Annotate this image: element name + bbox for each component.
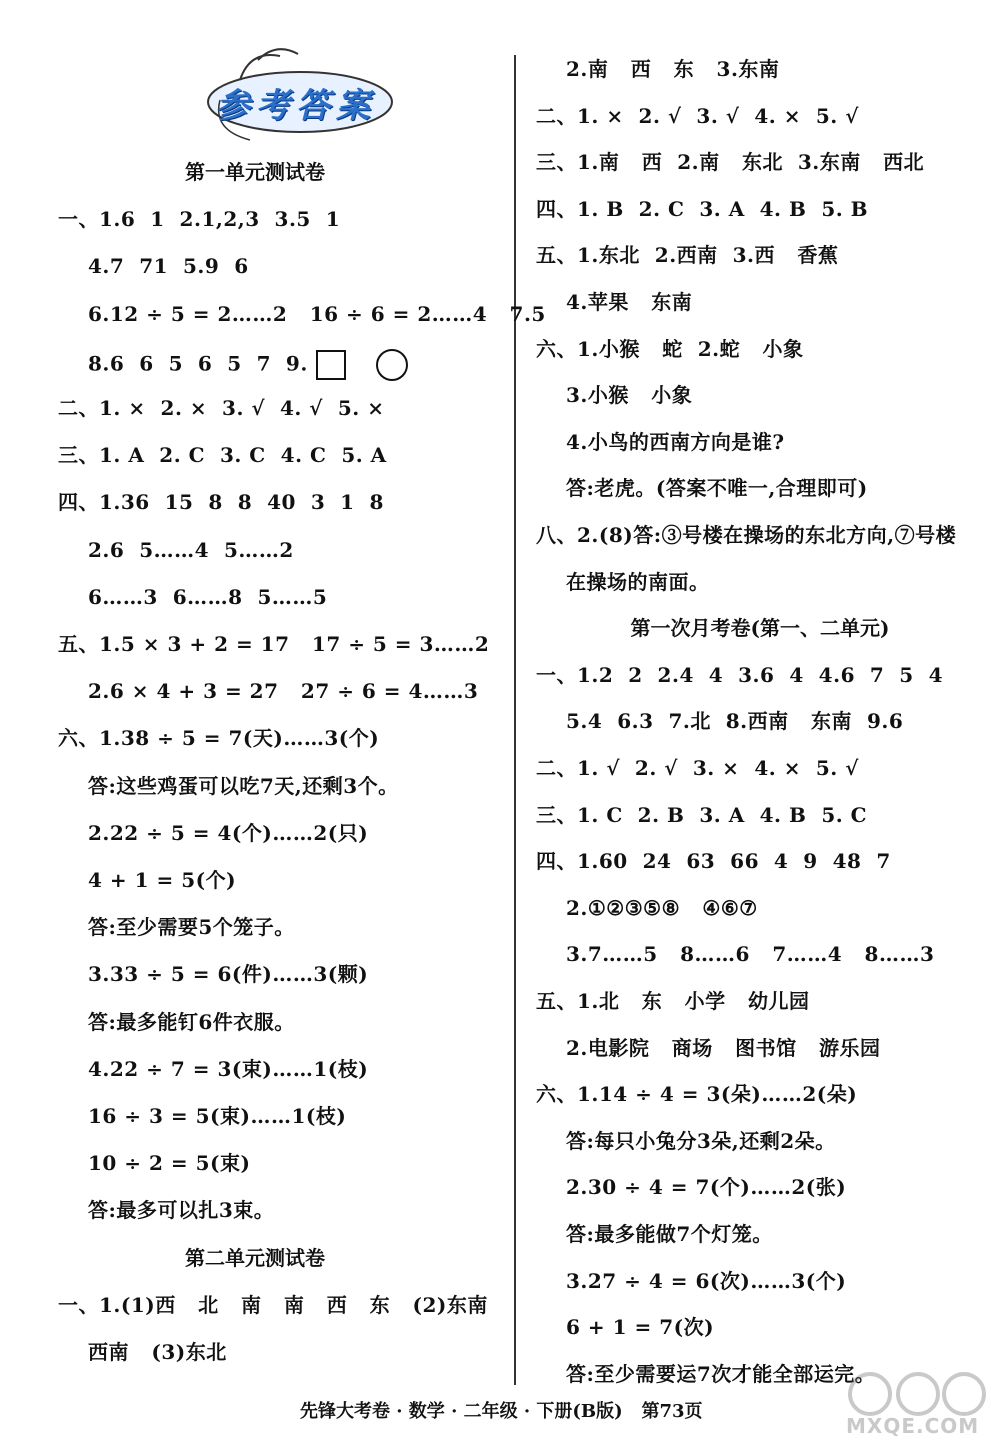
answer-line: 在操场的南面。: [566, 569, 710, 594]
answer-line: 一、1.(1)西 北 南 南 西 东 (2)东南: [58, 1292, 488, 1317]
answer-line: 2.①②③⑤⑧ ④⑥⑦: [566, 895, 758, 920]
answer-line: 答:至少需要运7次才能全部运完。: [566, 1361, 876, 1386]
answer-line: 3.27 ÷ 4 = 6(次)……3(个): [566, 1268, 847, 1293]
answer-line: 5.4 6.3 7.北 8.西南 东南 9.6: [566, 709, 904, 734]
answer-line: 6……3 6……8 5……5: [88, 584, 328, 609]
answer-line: 六、1.小猴 蛇 2.蛇 小象: [536, 336, 804, 361]
answer-line: 3.7……5 8……6 7……4 8……3: [566, 942, 935, 967]
answer-line: 一、1.6 1 2.1,2,3 3.5 1: [58, 207, 341, 232]
answer-line: 4 + 1 = 5(个): [88, 868, 237, 892]
answer-line: 二、1. √ 2. √ 3. × 4. × 5. √: [536, 756, 859, 780]
answer-line: [88, 349, 408, 381]
answer-line: 2.30 ÷ 4 = 7(个)……2(张): [566, 1175, 847, 1200]
answer-line: 西南 (3)东北: [88, 1340, 227, 1364]
answer-line: 五、1.东北 2.西南 3.西 香蕉: [536, 243, 839, 268]
answer-line: 六、1.14 ÷ 4 = 3(朵)……2(朵): [536, 1082, 858, 1107]
watermark-logo-icon: [840, 1370, 990, 1420]
section-heading: 第二单元测试卷: [185, 1245, 325, 1270]
answer-line: 二、1. × 2. √ 3. √ 4. × 5. √: [536, 103, 859, 128]
watermark: [840, 1370, 990, 1440]
answer-line: 答:至少需要5个笼子。: [88, 915, 295, 940]
answer-line: 四、1.36 15 8 8 40 3 1 8: [58, 490, 384, 515]
answer-line: 五、1.北 东 小学 幼儿园: [536, 989, 810, 1013]
column-divider: [514, 55, 516, 1385]
answer-line: 答:最多可以扎3束。: [88, 1198, 275, 1223]
answer-line: 三、1. C 2. B 3. A 4. B 5. C: [536, 802, 868, 827]
answer-line: 答:最多能做7个灯笼。: [566, 1222, 773, 1246]
answer-line: 6.12 ÷ 5 = 2……2 16 ÷ 6 = 2……4 7.5: [88, 301, 546, 326]
logo-text: 参考答案: [216, 86, 376, 126]
answer-line: 4.苹果 东南: [566, 290, 693, 314]
answer-line: 3.小猴 小象: [566, 383, 693, 408]
answer-line: 4.小鸟的西南方向是谁?: [566, 429, 785, 454]
answer-line: 答:最多能钉6件衣服。: [88, 1009, 295, 1034]
answer-line: 四、1.60 24 63 66 4 9 48 7: [536, 849, 891, 874]
answer-line: 10 ÷ 2 = 5(束): [88, 1151, 251, 1176]
answer-line: 2.6 5……4 5……2: [88, 537, 294, 562]
answer-line: 2.22 ÷ 5 = 4(个)……2(只): [88, 820, 369, 845]
answer-logo: [200, 40, 400, 150]
answer-line: 五、1.5 × 3 + 2 = 17 17 ÷ 5 = 3……2: [58, 632, 490, 656]
answer-line-text: 8.6 6 5 6 5 7 9.: [88, 351, 308, 376]
answer-line: 4.22 ÷ 7 = 3(束)……1(枝): [88, 1056, 369, 1081]
section-heading: 第一单元测试卷: [185, 160, 325, 184]
answer-line: 16 ÷ 3 = 5(束)……1(枝): [88, 1104, 347, 1128]
answer-line: 3.33 ÷ 5 = 6(件)……3(颗): [88, 962, 369, 987]
answer-line: 4.7 71 5.9 6: [88, 254, 249, 279]
answer-line: 2.电影院 商场 图书馆 游乐园: [566, 1035, 881, 1060]
answer-line: 答:每只小兔分3朵,还剩2朵。: [566, 1128, 836, 1153]
circle-shape-icon: [376, 349, 408, 381]
answer-line: 三、1. A 2. C 3. C 4. C 5. A: [58, 443, 387, 468]
answer-line: 2.南 西 东 3.东南: [566, 57, 780, 81]
watermark-text: MXQE.COM: [846, 1414, 980, 1438]
answer-line: 答:老虎。(答案不唯一,合理即可): [566, 476, 868, 501]
answer-line: 6 + 1 = 7(次): [566, 1315, 715, 1340]
answer-line: 二、1. × 2. × 3. √ 4. √ 5. ×: [58, 396, 385, 420]
answer-line: 三、1.南 西 2.南 东北 3.东南 西北: [536, 150, 925, 175]
square-shape-icon: [316, 350, 346, 380]
answer-line: 答:这些鸡蛋可以吃7天,还剩3个。: [88, 773, 399, 798]
answer-line: 四、1. B 2. C 3. A 4. B 5. B: [536, 196, 869, 221]
answer-line: 八、2.(8)答:③号楼在操场的东北方向,⑦号楼: [536, 523, 957, 547]
answer-line: 六、1.38 ÷ 5 = 7(天)……3(个): [58, 726, 380, 751]
answer-line: 一、1.2 2 2.4 4 3.6 4 4.6 7 5 4: [536, 662, 944, 687]
answer-line: 2.6 × 4 + 3 = 27 27 ÷ 6 = 4……3: [88, 679, 479, 704]
page-footer: 先锋大考卷 · 数学 · 二年级 · 下册(B版) 第73页: [300, 1401, 703, 1422]
section-heading: 第一次月考卷(第一、二单元): [630, 616, 890, 641]
